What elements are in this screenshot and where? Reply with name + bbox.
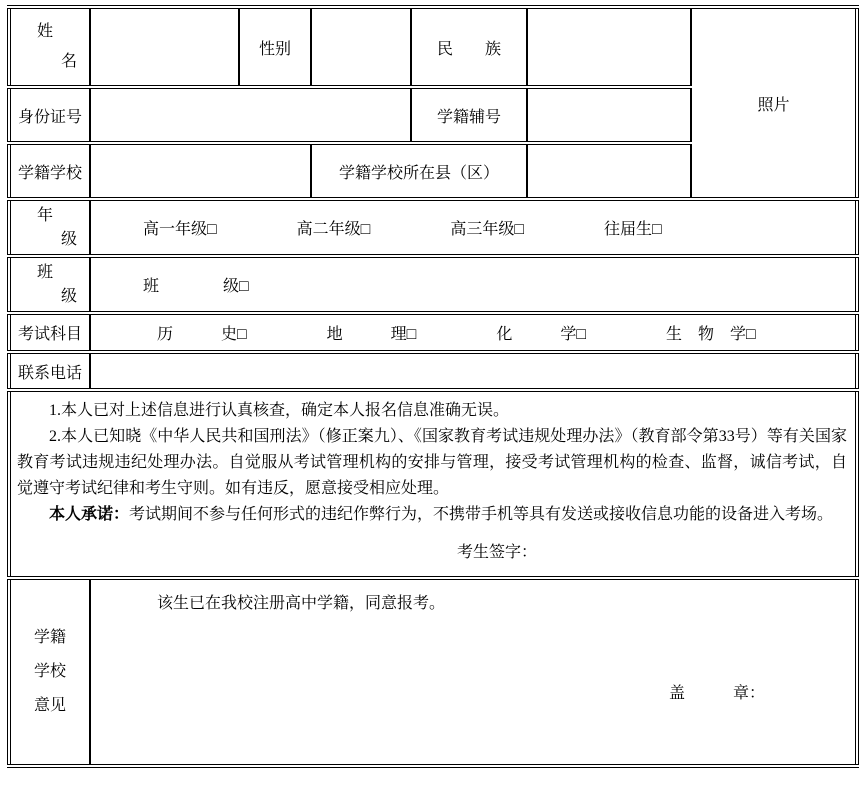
subjects-label: 考试科目 — [17, 326, 82, 343]
ethnicity-input-cell[interactable] — [527, 7, 691, 87]
photo-cell[interactable] — [691, 7, 857, 199]
aux-number-input-cell[interactable] — [527, 87, 691, 143]
county-label-cell — [311, 143, 527, 199]
row-phone — [9, 352, 857, 390]
class-checkbox[interactable]: 班 级□ — [143, 278, 249, 295]
id-number-input-cell[interactable] — [90, 87, 411, 143]
row-class — [9, 256, 857, 313]
id-number-label-cell — [9, 87, 90, 143]
declaration-item-2: 2.本人已知晓《中华人民共和国刑法》（修正案九）、《国家教育考试违规处理办法》（教育部令第33号）等有关国家教育考试违规违纪处理办法。自觉服从考试管理机构的安排与管理，接受考试管理机构的检查、监督，诚信考试，自觉遵守考试纪律和考生守则。如有违反，愿意接受相应处理。 — [17, 428, 847, 497]
registration-form-table — [7, 5, 859, 768]
opinion-label — [11, 621, 89, 723]
name-label-char-2: 名 — [60, 53, 77, 70]
subjects-options-cell — [90, 313, 857, 352]
opinion-label-line-3: 意见 — [33, 697, 66, 714]
row-school-opinion — [9, 578, 857, 766]
class-label-char-1: 班 — [37, 263, 54, 281]
class-label-char-2: 级 — [60, 287, 77, 305]
signature-line[interactable] — [17, 540, 847, 566]
school-label: 学籍学校 — [17, 164, 82, 182]
row-subjects — [9, 313, 857, 352]
name-label — [11, 17, 89, 77]
row-declaration — [9, 390, 857, 578]
gender-input-cell[interactable] — [311, 7, 411, 87]
school-input-cell[interactable] — [90, 143, 311, 199]
signature-label: 考生签字： — [457, 544, 538, 561]
id-number-label: 身份证号 — [17, 108, 82, 126]
class-input-cell[interactable] — [90, 256, 857, 313]
declaration-item-1: 1.本人已对上述信息进行认真核查，确定本人报名信息准确无误。 — [49, 402, 510, 419]
row-name — [9, 7, 857, 87]
county-label: 学籍学校所在县（区） — [338, 164, 499, 182]
photo-label: 照片 — [757, 96, 790, 114]
declaration-cell — [9, 390, 857, 578]
gender-label-cell — [239, 7, 311, 87]
grade-label-char-1: 年 — [37, 206, 54, 224]
phone-label-cell — [9, 352, 90, 390]
county-input-cell[interactable] — [527, 143, 691, 199]
declaration-promise — [17, 502, 847, 528]
opinion-content-cell[interactable] — [90, 578, 857, 766]
subject-geography-checkbox[interactable]: 地 理□ — [326, 326, 417, 343]
aux-number-label-cell — [411, 87, 527, 143]
phone-input-cell[interactable] — [90, 352, 857, 390]
school-label-cell — [9, 143, 90, 199]
row-grade — [9, 199, 857, 256]
ethnicity-label-cell — [411, 7, 527, 87]
grade-option-g3-checkbox[interactable]: 高三年级□ — [450, 221, 525, 238]
grade-options — [91, 216, 855, 239]
grade-option-g1-checkbox[interactable]: 高一年级□ — [143, 221, 217, 238]
aux-number-label: 学籍辅号 — [436, 108, 501, 126]
name-label-cell — [9, 7, 90, 87]
subjects-label-cell — [9, 313, 90, 352]
opinion-label-line-2: 学校 — [33, 663, 66, 680]
grade-label — [11, 204, 89, 252]
opinion-statement: 该生已在我校注册高中学籍，同意报考。 — [157, 595, 446, 612]
subject-biology-checkbox[interactable]: 生 物 学□ — [666, 326, 756, 343]
grade-option-g2-checkbox[interactable]: 高二年级□ — [296, 221, 371, 238]
registration-form-page — [0, 5, 864, 811]
phone-label: 联系电话 — [17, 364, 82, 382]
opinion-label-line-1: 学籍 — [33, 629, 66, 646]
class-label-cell — [9, 256, 90, 313]
promise-body: 考试期间不参与任何形式的违纪作弊行为，不携带手机等具有发送或接收信息功能的设备进入考场。 — [129, 506, 834, 523]
opinion-label-cell — [9, 578, 90, 766]
promise-lead: 本人承诺： — [49, 506, 130, 523]
subjects-options — [91, 321, 855, 344]
gender-label: 性别 — [258, 40, 291, 58]
grade-label-char-2: 级 — [60, 230, 77, 248]
subject-history-checkbox[interactable]: 历 史□ — [157, 326, 247, 343]
grade-option-repeat-checkbox[interactable]: 往届生□ — [604, 221, 662, 238]
seal-label: 盖 章： — [669, 685, 766, 702]
name-input-cell[interactable] — [90, 7, 239, 87]
class-value-row — [91, 273, 855, 296]
class-label — [11, 261, 89, 309]
ethnicity-label: 民 族 — [436, 40, 501, 58]
subject-chemistry-checkbox[interactable]: 化 学□ — [496, 326, 587, 343]
name-label-char-1: 姓 — [37, 23, 54, 40]
grade-options-cell — [90, 199, 857, 256]
grade-label-cell — [9, 199, 90, 256]
